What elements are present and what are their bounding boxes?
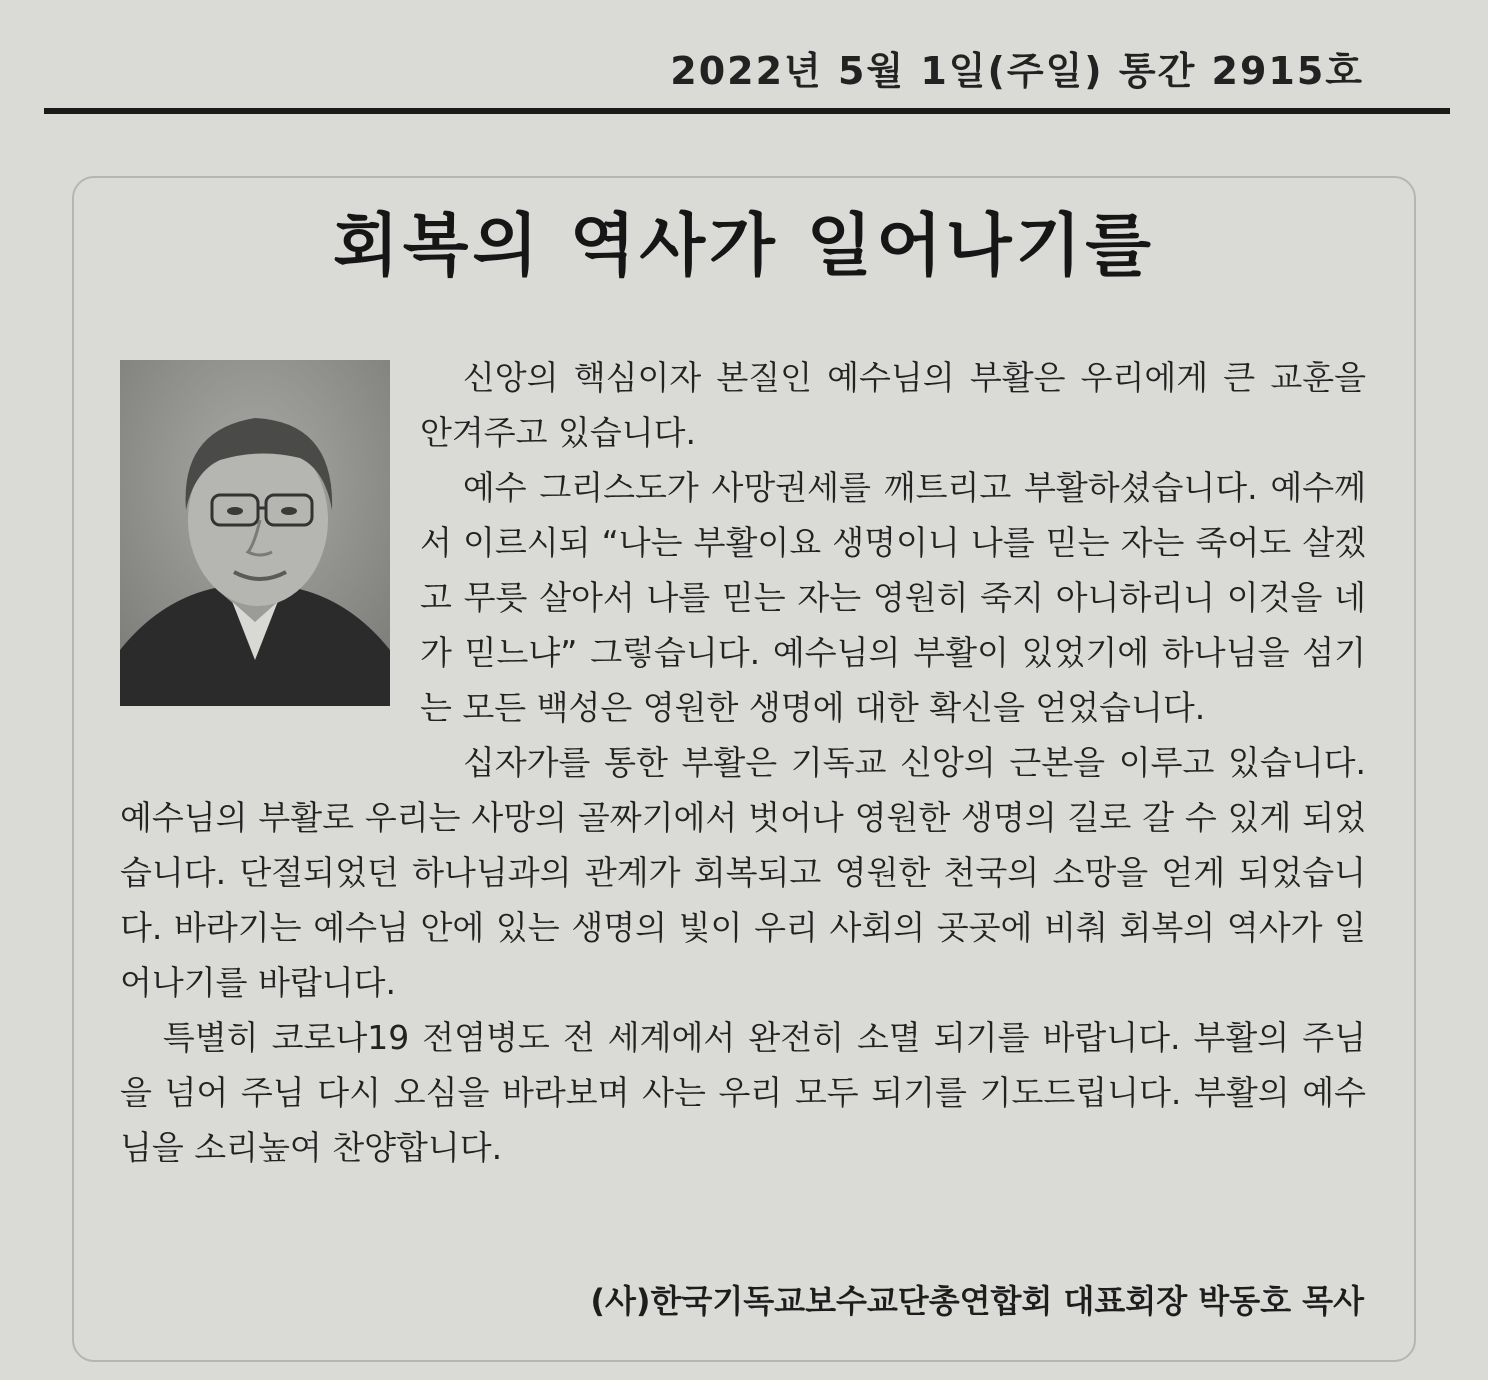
paragraph-2: 예수 그리스도가 사망권세를 깨트리고 부활하셨습니다. 예수께서 이르시되 “나는 부활이요 생명이니 나를 믿는 자는 죽어도 살겠고 무릇 살아서 나를 믿는 자는 영원히 죽지 아니하리니 이것을 네가 믿느냐” 그렇습니다. 예수님의 부활이 있었기에 하나님을 섬기는 모든 백성은 영원한 생명에 대한 확신을 얻었습니다. (420, 468, 1366, 727)
paragraph-3: 십자가를 통한 부활은 기독교 신앙의 근본을 이루고 있습니다. 예수님의 부활로 우리는 사망의 골짜기에서 벗어나 영원한 생명의 길로 갈 수 있게 되었습니다. 단절되었던 하나님과의 관계가 회복되고 영원한 천국의 소망을 얻게 되었습니다. 바라기는 예수님 안에 있는 생명의 빛이 우리 사회의 곳곳에 비춰 회복의 역사가 일어나기를 바랍니다. (120, 743, 1366, 1002)
paragraph-1: 신앙의 핵심이자 본질인 예수님의 부활은 우리에게 큰 교훈을 안겨주고 있습니다. (420, 358, 1366, 452)
issue-date-line: 2022년 5월 1일(주일) 통간 2915호 (670, 49, 1364, 93)
paragraph-4: 특별히 코로나19 전염병도 전 세계에서 완전히 소멸 되기를 바랍니다. 부활의 주님을 넘어 주님 다시 오심을 바라보며 사는 우리 모두 되기를 기도드립니다. 부활의 예수님을 소리높여 찬양합니다. (120, 1018, 1366, 1167)
article-title: 회복의 역사가 일어나기를 (333, 206, 1155, 286)
photo-spacer (120, 350, 420, 736)
header-rule (44, 108, 1450, 114)
article-body (120, 350, 1366, 1175)
author-signature: (사)한국기독교보수교단총연합회 대표회장 박동호 목사 (590, 1282, 1364, 1320)
masthead (44, 0, 1450, 112)
